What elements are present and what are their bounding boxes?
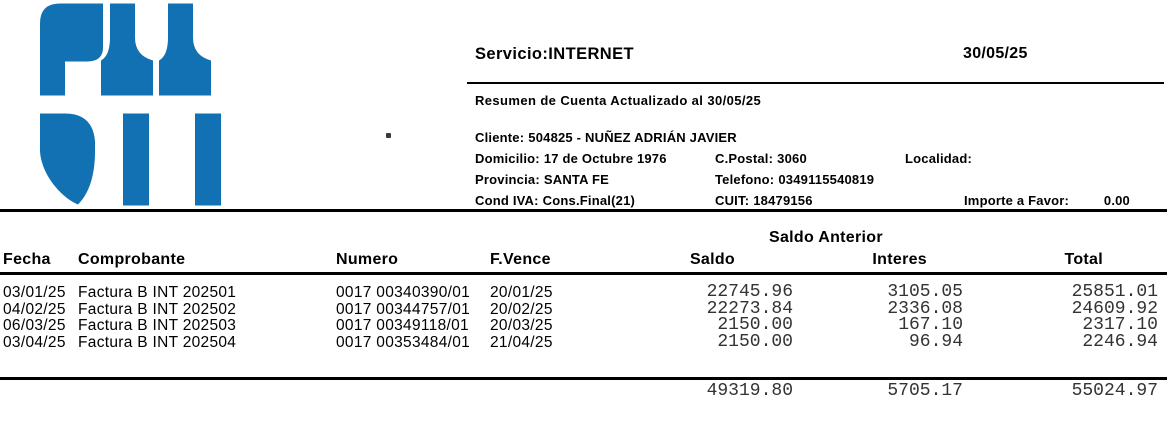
- provincia-value: SANTA FE: [543, 172, 610, 187]
- section-title: Saldo Anterior: [769, 229, 883, 246]
- summary-title: Resumen de Cuenta Actualizado al 30/05/25: [475, 93, 762, 108]
- table-row: [0, 301, 1167, 318]
- column-header-saldo: Saldo: [689, 251, 735, 268]
- domicilio-label: Domicilio:: [475, 151, 540, 166]
- cliente-label: Cliente:: [475, 130, 525, 145]
- column-header-fvence: F.Vence: [490, 251, 551, 268]
- cond-iva-line: [475, 193, 635, 208]
- localidad-label: Localidad:: [905, 151, 973, 166]
- cell-numero: 0017 00340390/01: [336, 284, 471, 301]
- company-logo-icon: [33, 3, 233, 206]
- cuit-value: 18479156: [753, 193, 813, 208]
- cell-comprobante: Factura B INT 202503: [78, 317, 237, 334]
- cpostal-label: C.Postal:: [715, 151, 774, 166]
- localidad-line: [905, 151, 976, 166]
- cell-fvence: 20/02/25: [490, 301, 553, 318]
- cell-interes: 3105.05: [887, 282, 963, 302]
- column-header-comprobante: Comprobante: [78, 251, 186, 268]
- cell-numero: 0017 00349118/01: [336, 317, 469, 334]
- table-row: [0, 284, 1167, 301]
- cell-fecha: 06/03/25: [3, 317, 66, 334]
- cell-interes: 2336.08: [887, 299, 963, 319]
- service-title: Servicio:INTERNET: [475, 45, 634, 63]
- logo-t2-top: [159, 4, 211, 96]
- cell-fecha: 04/02/25: [3, 301, 66, 318]
- telefono-line: [715, 172, 874, 187]
- logo-c-bottom: [40, 114, 95, 205]
- cell-comprobante: Factura B INT 202502: [78, 301, 237, 318]
- total-saldo: 49319.80: [706, 381, 793, 401]
- provincia-line: [475, 172, 609, 187]
- cell-numero: 0017 00353484/01: [336, 334, 471, 351]
- cell-saldo: 2150.00: [717, 332, 793, 352]
- section-divider: [0, 209, 1167, 212]
- telefono-value: 0349115540819: [778, 172, 875, 187]
- client-line: [475, 130, 737, 145]
- logo-t1-bottom: [123, 114, 149, 206]
- cuit-label: CUIT:: [715, 193, 750, 208]
- column-header-fecha: Fecha: [3, 251, 51, 268]
- provincia-label: Provincia:: [475, 172, 540, 187]
- cell-interes: 167.10: [898, 315, 963, 335]
- cell-saldo: 22273.84: [706, 299, 793, 319]
- cell-fecha: 03/01/25: [3, 284, 66, 301]
- cell-total: 2246.94: [1082, 332, 1158, 352]
- cell-interes: 96.94: [908, 332, 963, 352]
- column-header-interes: Interes: [872, 251, 927, 268]
- cell-total: 24609.92: [1071, 299, 1158, 319]
- importe-favor-label: Importe a Favor:: [964, 193, 1070, 208]
- totals-divider: [0, 377, 1167, 380]
- cliente-value: 504825 - NUÑEZ ADRIÁN JAVIER: [528, 130, 737, 145]
- column-header-numero: Numero: [336, 251, 399, 268]
- cell-comprobante: Factura B INT 202504: [78, 334, 237, 351]
- cell-saldo: 2150.00: [717, 315, 793, 335]
- logo-c-top: [40, 4, 103, 96]
- cell-total: 25851.01: [1071, 282, 1158, 302]
- column-header-total: Total: [1064, 251, 1103, 268]
- cell-fecha: 03/04/25: [3, 334, 66, 351]
- table-header-divider: [0, 272, 1167, 275]
- cond-iva-label: Cond IVA:: [475, 193, 539, 208]
- table-row: [0, 334, 1167, 351]
- cell-fvence: 20/01/25: [490, 284, 553, 301]
- cell-numero: 0017 00344757/01: [336, 301, 471, 318]
- totals-row: [0, 383, 1167, 400]
- table-row: [0, 317, 1167, 334]
- cell-saldo: 22745.96: [706, 282, 793, 302]
- importe-favor-value: 0.00: [1103, 193, 1130, 208]
- header-divider: [467, 82, 1164, 84]
- cell-fvence: 21/04/25: [490, 334, 553, 351]
- statement-date: 30/05/25: [963, 45, 1028, 62]
- telefono-label: Telefono:: [715, 172, 775, 187]
- cuit-line: [715, 193, 813, 208]
- total-total: 55024.97: [1071, 381, 1158, 401]
- cell-comprobante: Factura B INT 202501: [78, 284, 237, 301]
- domicilio-line: [475, 151, 667, 166]
- cell-total: 2317.10: [1082, 315, 1158, 335]
- cell-fvence: 20/03/25: [490, 317, 553, 334]
- logo-t2-bottom: [195, 114, 221, 206]
- bullet-dot: [386, 133, 391, 138]
- cpostal-line: [715, 151, 807, 166]
- domicilio-value: 17 de Octubre 1976: [543, 151, 667, 166]
- cpostal-value: 3060: [777, 151, 807, 166]
- cond-iva-value: Cons.Final(21): [542, 193, 636, 208]
- logo-t1-top: [101, 4, 153, 96]
- total-interes: 5705.17: [887, 381, 963, 401]
